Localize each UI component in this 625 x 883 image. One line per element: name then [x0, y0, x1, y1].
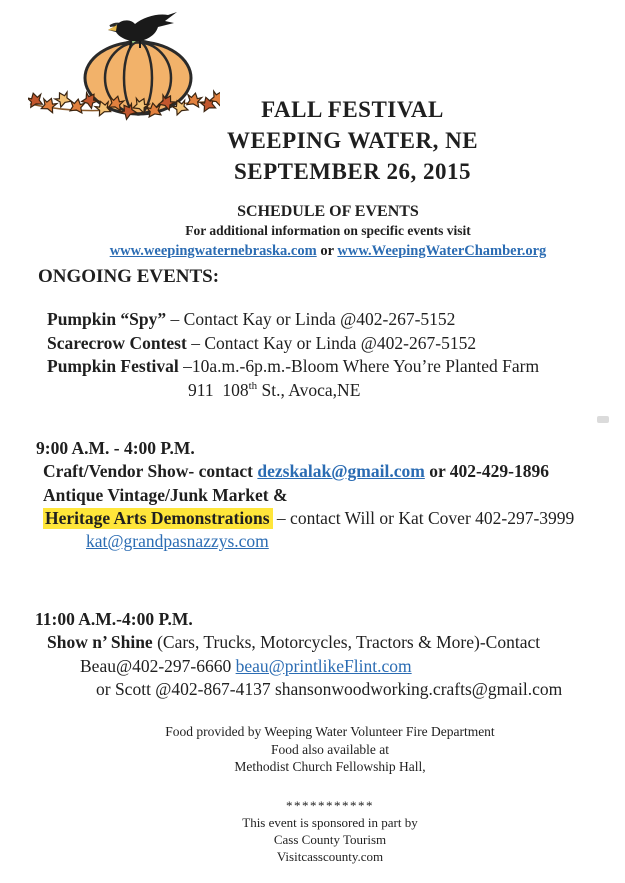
event-detail: – Contact Kay or Linda @402-267-5152	[186, 332, 477, 353]
heritage-arts-line	[36, 507, 574, 530]
link-conjunction: or	[316, 243, 338, 259]
address-street-number: 911 108	[188, 379, 249, 400]
title-line-3: SEPTEMBER 26, 2015	[233, 159, 472, 184]
show-n-shine-label: Show n’ Shine	[47, 632, 153, 653]
sponsor-line-1: This event is sponsored in part by	[242, 815, 418, 830]
asterisk-divider: ***********	[286, 798, 374, 813]
scan-artifact	[597, 416, 609, 423]
ongoing-events-list	[47, 308, 539, 402]
schedule-heading: SCHEDULE OF EVENTS	[237, 203, 419, 220]
event-name: Pumpkin “Spy”	[47, 309, 167, 329]
craft-vendor-label: Craft/Vendor Show- contact	[43, 461, 258, 482]
link-beau-email[interactable]: beau@printlikeFlint.com	[235, 655, 412, 676]
document-title	[80, 94, 625, 187]
food-line-2: Food also available at	[270, 741, 390, 757]
session-9am-block	[36, 437, 574, 553]
ongoing-item-pumpkin-festival	[47, 355, 539, 379]
ongoing-events-heading: ONGOING EVENTS:	[38, 266, 220, 287]
address-rest: St., Avoca,NE	[257, 379, 361, 400]
kat-email-line	[36, 530, 574, 553]
craft-vendor-line	[36, 460, 574, 483]
event-name: Pumpkin Festival	[47, 356, 179, 376]
scott-contact-line: or Scott @402-867-4137 shansonwoodworking.crafts@gmail.com	[96, 678, 563, 699]
link-weepingwaternebraska[interactable]: www.weepingwaternebraska.com	[109, 243, 317, 259]
link-dezskalak-email[interactable]: dezskalak@gmail.com	[257, 461, 425, 482]
pumpkin-festival-address	[188, 379, 539, 403]
food-line-1: Food provided by Weeping Water Volunteer Fire Department	[165, 724, 495, 739]
link-kat-email[interactable]: kat@grandpasnazzys.com	[86, 531, 269, 552]
schedule-subheading: For additional information on specific events visit	[185, 223, 471, 238]
schedule-links-line	[28, 242, 625, 260]
food-info-block	[35, 723, 625, 776]
antique-market-line: Antique Vintage/Junk Market &	[43, 484, 288, 505]
ongoing-item-scarecrow-contest	[47, 332, 539, 356]
sponsor-block	[35, 797, 625, 865]
session-9am-time: 9:00 A.M. - 4:00 P.M.	[36, 438, 195, 458]
event-detail: – Contact Kay or Linda @402-267-5152	[166, 309, 456, 329]
show-n-shine-detail: (Cars, Trucks, Motorcycles, Tractors & More)-Contact	[152, 632, 541, 653]
sponsor-line-2: Cass County Tourism	[273, 832, 387, 847]
title-line-2: WEEPING WATER, NE	[226, 128, 479, 153]
show-n-shine-line	[35, 631, 562, 654]
heritage-arts-contact: – contact Will or Kat Cover 402-297-3999	[272, 507, 575, 528]
ordinal-suffix: th	[248, 379, 258, 392]
beau-contact-line	[35, 655, 562, 678]
schedule-header	[28, 203, 625, 260]
title-line-1: FALL FESTIVAL	[261, 97, 444, 122]
ongoing-item-pumpkin-spy	[47, 308, 539, 332]
session-11am-block	[35, 608, 562, 701]
food-line-3: Methodist Church Fellowship Hall,	[234, 759, 426, 774]
heritage-arts-highlighted-text: Heritage Arts Demonstrations	[43, 508, 273, 529]
event-name: Scarecrow Contest	[47, 332, 187, 353]
link-weepingwaterchamber[interactable]: www.WeepingWaterChamber.org	[337, 243, 547, 259]
beau-phone: Beau@402-297-6660	[80, 655, 236, 676]
craft-vendor-phone: or 402-429-1896	[424, 461, 549, 482]
session-11am-time: 11:00 A.M.-4:00 P.M.	[35, 609, 193, 629]
event-detail: –10a.m.-6p.m.-Bloom Where You’re Planted Farm	[178, 356, 540, 376]
sponsor-line-3: Visitcasscounty.com	[276, 849, 384, 864]
